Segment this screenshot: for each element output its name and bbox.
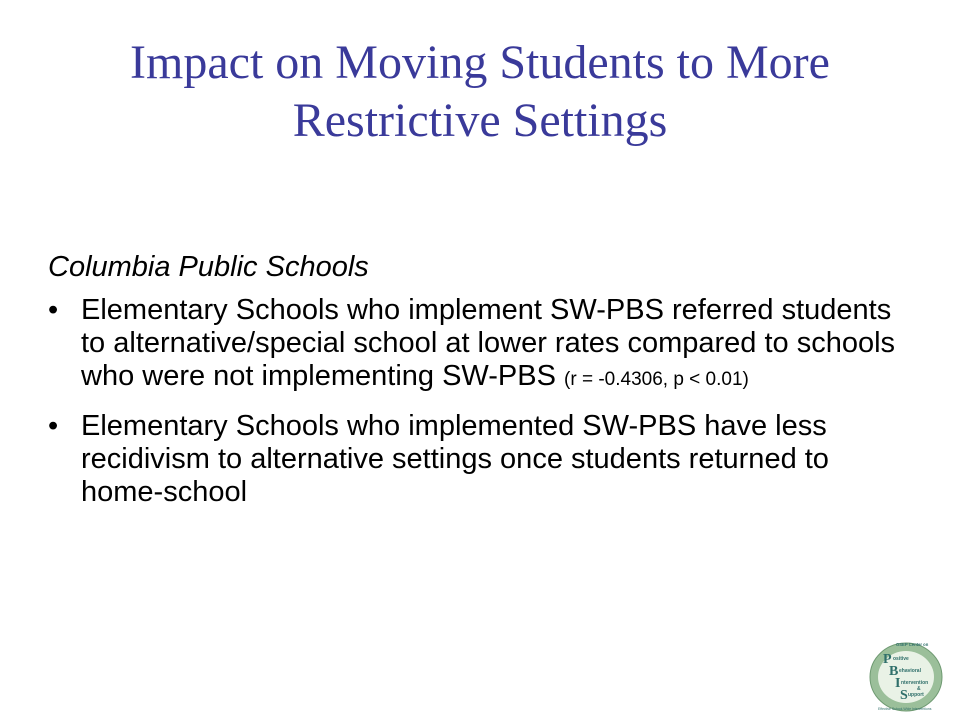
logo-ampersand: & [917,686,921,692]
bullet-item [48,410,908,509]
bullet-text: Elementary Schools who implement SW-PBS referred students to alternative/special school at lower rates compared to schools who were not implementing SW-PBS [81,294,896,392]
logo-letter: P [883,652,892,667]
logo-word: ehavioral [899,668,921,674]
slide-content [48,250,908,523]
logo-letter: I [895,676,901,691]
slide-subtitle: Columbia Public Schools [48,251,369,283]
logo-word: ntervention [901,680,929,686]
logo-header: OSEP Center on [896,642,929,647]
logo-word: upport [908,692,924,698]
logo-letter: B [889,664,899,679]
title-line-1: Impact on Moving Students to More [130,36,830,89]
logo-footer: Effective School-Wide Interventions [878,707,932,711]
pbis-logo [866,636,946,714]
bullet-item [48,294,908,396]
bullet-dot-icon: • [48,410,59,442]
bullet-dot-icon: • [48,294,59,326]
title-line-2: Restrictive Settings [292,94,668,147]
bullet-list [48,294,908,509]
logo-word: ositive [893,656,909,662]
bullet-statistic: (r = -0.4306, p < 0.01) [564,369,749,390]
slide-title [60,34,900,150]
logo-letter: S [900,688,908,703]
bullet-text: Elementary Schools who implemented SW-PBS have less recidivism to alternative settings once students returned to home-school [81,410,829,508]
